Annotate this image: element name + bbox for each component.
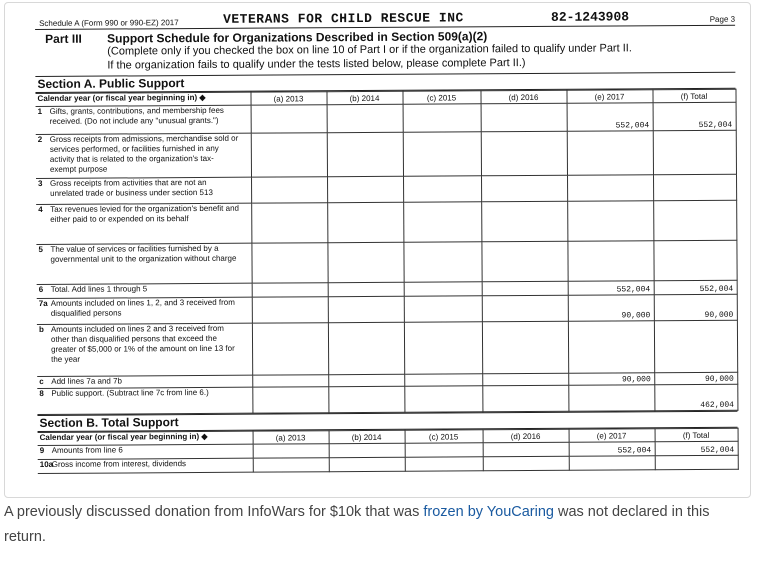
calendar-year-label: Calendar year (or fiscal year beginning in) ◆: [38, 431, 253, 445]
line-number: c: [39, 376, 44, 386]
line-number: 10a: [39, 459, 54, 469]
amount-cell: [481, 241, 567, 282]
schedule-a-form: [35, 9, 738, 474]
line-number: 3: [38, 178, 43, 188]
line-number: 6: [38, 284, 44, 294]
table-row: [38, 455, 738, 473]
amount-cell: 552,004: [653, 102, 736, 131]
amount-cell: [483, 456, 569, 471]
line-description: [36, 133, 251, 178]
amount-cell: [654, 320, 737, 373]
amount-cell: [252, 387, 328, 413]
line-text: Total. Add lines 1 through 5: [50, 284, 148, 294]
column-header: (d) 2016: [483, 429, 569, 443]
amount-cell: [653, 130, 736, 175]
line-description: [37, 323, 252, 376]
line-description: [36, 243, 251, 284]
amount-cell: [329, 457, 405, 471]
section-a-heading: Section A. Public Support: [35, 72, 735, 93]
line-number: b: [38, 324, 44, 334]
amount-cell: [567, 201, 653, 242]
part-title: Support Schedule for Organizations Described in Section 509(a)(2): [107, 29, 488, 46]
organization-name: VETERANS FOR CHILD RESCUE INC: [222, 10, 464, 27]
amount-cell: 90,000: [568, 295, 654, 322]
part-instruction-1: (Complete only if you checked the box on line 10 of Part I or if the organization failed to qualify under Part II.: [107, 42, 632, 58]
amount-cell: [567, 131, 653, 176]
amount-cell: [569, 456, 655, 471]
amount-cell: [482, 295, 568, 322]
column-header: (f) Total: [655, 428, 738, 442]
line-number: 1: [37, 106, 43, 116]
amount-cell: 552,004: [654, 280, 737, 295]
column-header: (c) 2015: [405, 430, 483, 443]
amount-cell: [329, 443, 405, 457]
amount-cell: [482, 321, 568, 374]
column-header: (a) 2013: [253, 431, 329, 444]
line-text: Gross receipts from admissions, merchandise sold or services performed, or facilities furnished in any activity that is related to the organization's tax-exempt purpose: [49, 133, 239, 174]
amount-cell: [327, 202, 403, 242]
amount-cell: [653, 174, 736, 201]
amount-cell: 552,004: [568, 281, 654, 296]
amount-cell: [252, 323, 328, 375]
table-row: [37, 384, 737, 414]
line-number: 9: [39, 445, 45, 455]
column-header: (b) 2014: [326, 91, 402, 104]
amount-cell: [568, 385, 654, 412]
amount-cell: [328, 282, 404, 296]
amount-cell: [327, 176, 403, 202]
line-number: 7a: [38, 298, 48, 308]
amount-cell: [655, 455, 738, 470]
section-b-heading: Section B. Total Support: [37, 411, 737, 432]
image-caption: [4, 500, 754, 550]
amount-cell: [328, 386, 404, 412]
amount-cell: [405, 457, 483, 471]
document-image-frame: [4, 2, 751, 498]
line-text: Public support. (Subtract line 7c from line 6.): [51, 387, 209, 398]
amount-cell: [328, 374, 404, 386]
line-description: [37, 283, 252, 298]
line-text: The value of services or facilities furnished by a governmental unit to the organization without charge: [50, 243, 237, 264]
amount-cell: [483, 442, 569, 457]
line-text: Amounts included on lines 1, 2, and 3 received from disqualified persons: [50, 297, 235, 318]
amount-cell: [404, 322, 482, 374]
amount-cell: [482, 385, 568, 412]
amount-cell: 90,000: [654, 372, 737, 385]
ein-number: 82-1243908: [550, 9, 630, 25]
schedule-label: Schedule A (Form 990 or 990-EZ) 2017: [39, 18, 179, 28]
line-description: [36, 105, 251, 134]
amount-cell: [403, 132, 481, 176]
table-row: [36, 102, 736, 134]
amount-cell: [252, 297, 328, 323]
amount-cell: [253, 444, 329, 458]
line-description: [36, 203, 251, 244]
table-row: [37, 320, 737, 376]
amount-cell: [328, 296, 404, 322]
column-header: (e) 2017: [569, 429, 655, 443]
amount-cell: 552,004: [569, 442, 655, 457]
amount-cell: [568, 321, 654, 374]
table-row: [36, 240, 736, 284]
line-description: [38, 444, 253, 459]
amount-cell: [251, 203, 327, 243]
amount-cell: [404, 282, 482, 296]
amount-cell: [482, 373, 568, 386]
line-text: Add lines 7a and 7b: [51, 376, 123, 386]
line-number: 5: [38, 244, 43, 254]
line-text: Amounts included on lines 2 and 3 received from other than disqualified persons that exceed the greater of $5,000 or 1% of the amount on line 13 for the year: [50, 323, 235, 364]
line-number: 8: [39, 388, 44, 398]
line-description: [37, 297, 252, 324]
amount-cell: [653, 200, 736, 241]
line-number: 4: [38, 204, 43, 214]
column-header: (a) 2013: [250, 92, 326, 105]
column-header: (c) 2015: [402, 91, 480, 104]
column-header: (d) 2016: [480, 90, 566, 104]
amount-cell: [567, 175, 653, 202]
line-number: 2: [37, 134, 43, 144]
amount-cell: [567, 241, 653, 282]
amount-cell: [403, 242, 481, 282]
amount-cell: 552,004: [655, 441, 738, 456]
amount-cell: [251, 105, 327, 133]
amount-cell: [252, 283, 328, 297]
amount-cell: [403, 176, 481, 202]
page-number: Page 3: [709, 14, 736, 24]
caption-text-after: was not declared in this return.: [4, 504, 710, 545]
amount-cell: [327, 132, 403, 176]
amount-cell: 90,000: [654, 294, 737, 321]
caption-link[interactable]: frozen by YouCaring: [423, 504, 554, 520]
column-header: (e) 2017: [566, 90, 652, 104]
amount-cell: [251, 133, 327, 177]
column-header: (b) 2014: [329, 430, 405, 443]
amount-cell: [328, 322, 404, 374]
section-a-table: [35, 89, 737, 415]
amount-cell: [403, 104, 481, 132]
line-text: Gifts, grants, contributions, and membership fees received. (Do not include any "unusual grants."): [49, 105, 224, 126]
part-label: Part III: [45, 31, 82, 46]
amount-cell: [481, 131, 567, 176]
amount-cell: [404, 386, 482, 412]
amount-cell: [327, 104, 403, 132]
amount-cell: 90,000: [568, 373, 654, 386]
table-row: [37, 294, 737, 324]
column-header: (f) Total: [652, 89, 735, 103]
amount-cell: [327, 242, 403, 282]
amount-cell: [405, 443, 483, 457]
line-description: [36, 177, 251, 204]
part-header: [35, 26, 735, 76]
amount-cell: [252, 375, 328, 387]
table-row: [36, 200, 736, 244]
amount-cell: 552,004: [567, 103, 653, 132]
caption-text-before: A previously discussed donation from InfoWars for $10k that was: [4, 504, 424, 520]
line-text: Gross receipts from activities that are not an unrelated trade or business under section 513: [50, 177, 213, 198]
line-description: [37, 387, 252, 414]
line-description: [38, 458, 253, 473]
calendar-year-label: Calendar year (or fiscal year beginning in) ◆: [35, 92, 250, 106]
amount-cell: [481, 103, 567, 132]
section-b-table: [38, 428, 739, 474]
amount-cell: [251, 243, 327, 283]
amount-cell: [404, 296, 482, 322]
table-row: [36, 130, 736, 178]
amount-cell: [403, 202, 481, 242]
amount-cell: [251, 177, 327, 203]
line-text: Tax revenues levied for the organization's benefit and either paid to or expended on its behalf: [50, 203, 239, 224]
line-text: Amounts from line 6: [51, 445, 123, 455]
part-instruction-2: If the organization fails to qualify under the tests listed below, please complete Part II.): [107, 57, 526, 72]
amount-cell: [482, 281, 568, 296]
amount-cell: 462,004: [654, 384, 737, 411]
line-text: Gross income from interest, dividends: [51, 459, 187, 469]
amount-cell: [253, 458, 329, 472]
amount-cell: [481, 175, 567, 202]
amount-cell: [481, 201, 567, 242]
amount-cell: [653, 240, 736, 281]
amount-cell: [404, 374, 482, 386]
